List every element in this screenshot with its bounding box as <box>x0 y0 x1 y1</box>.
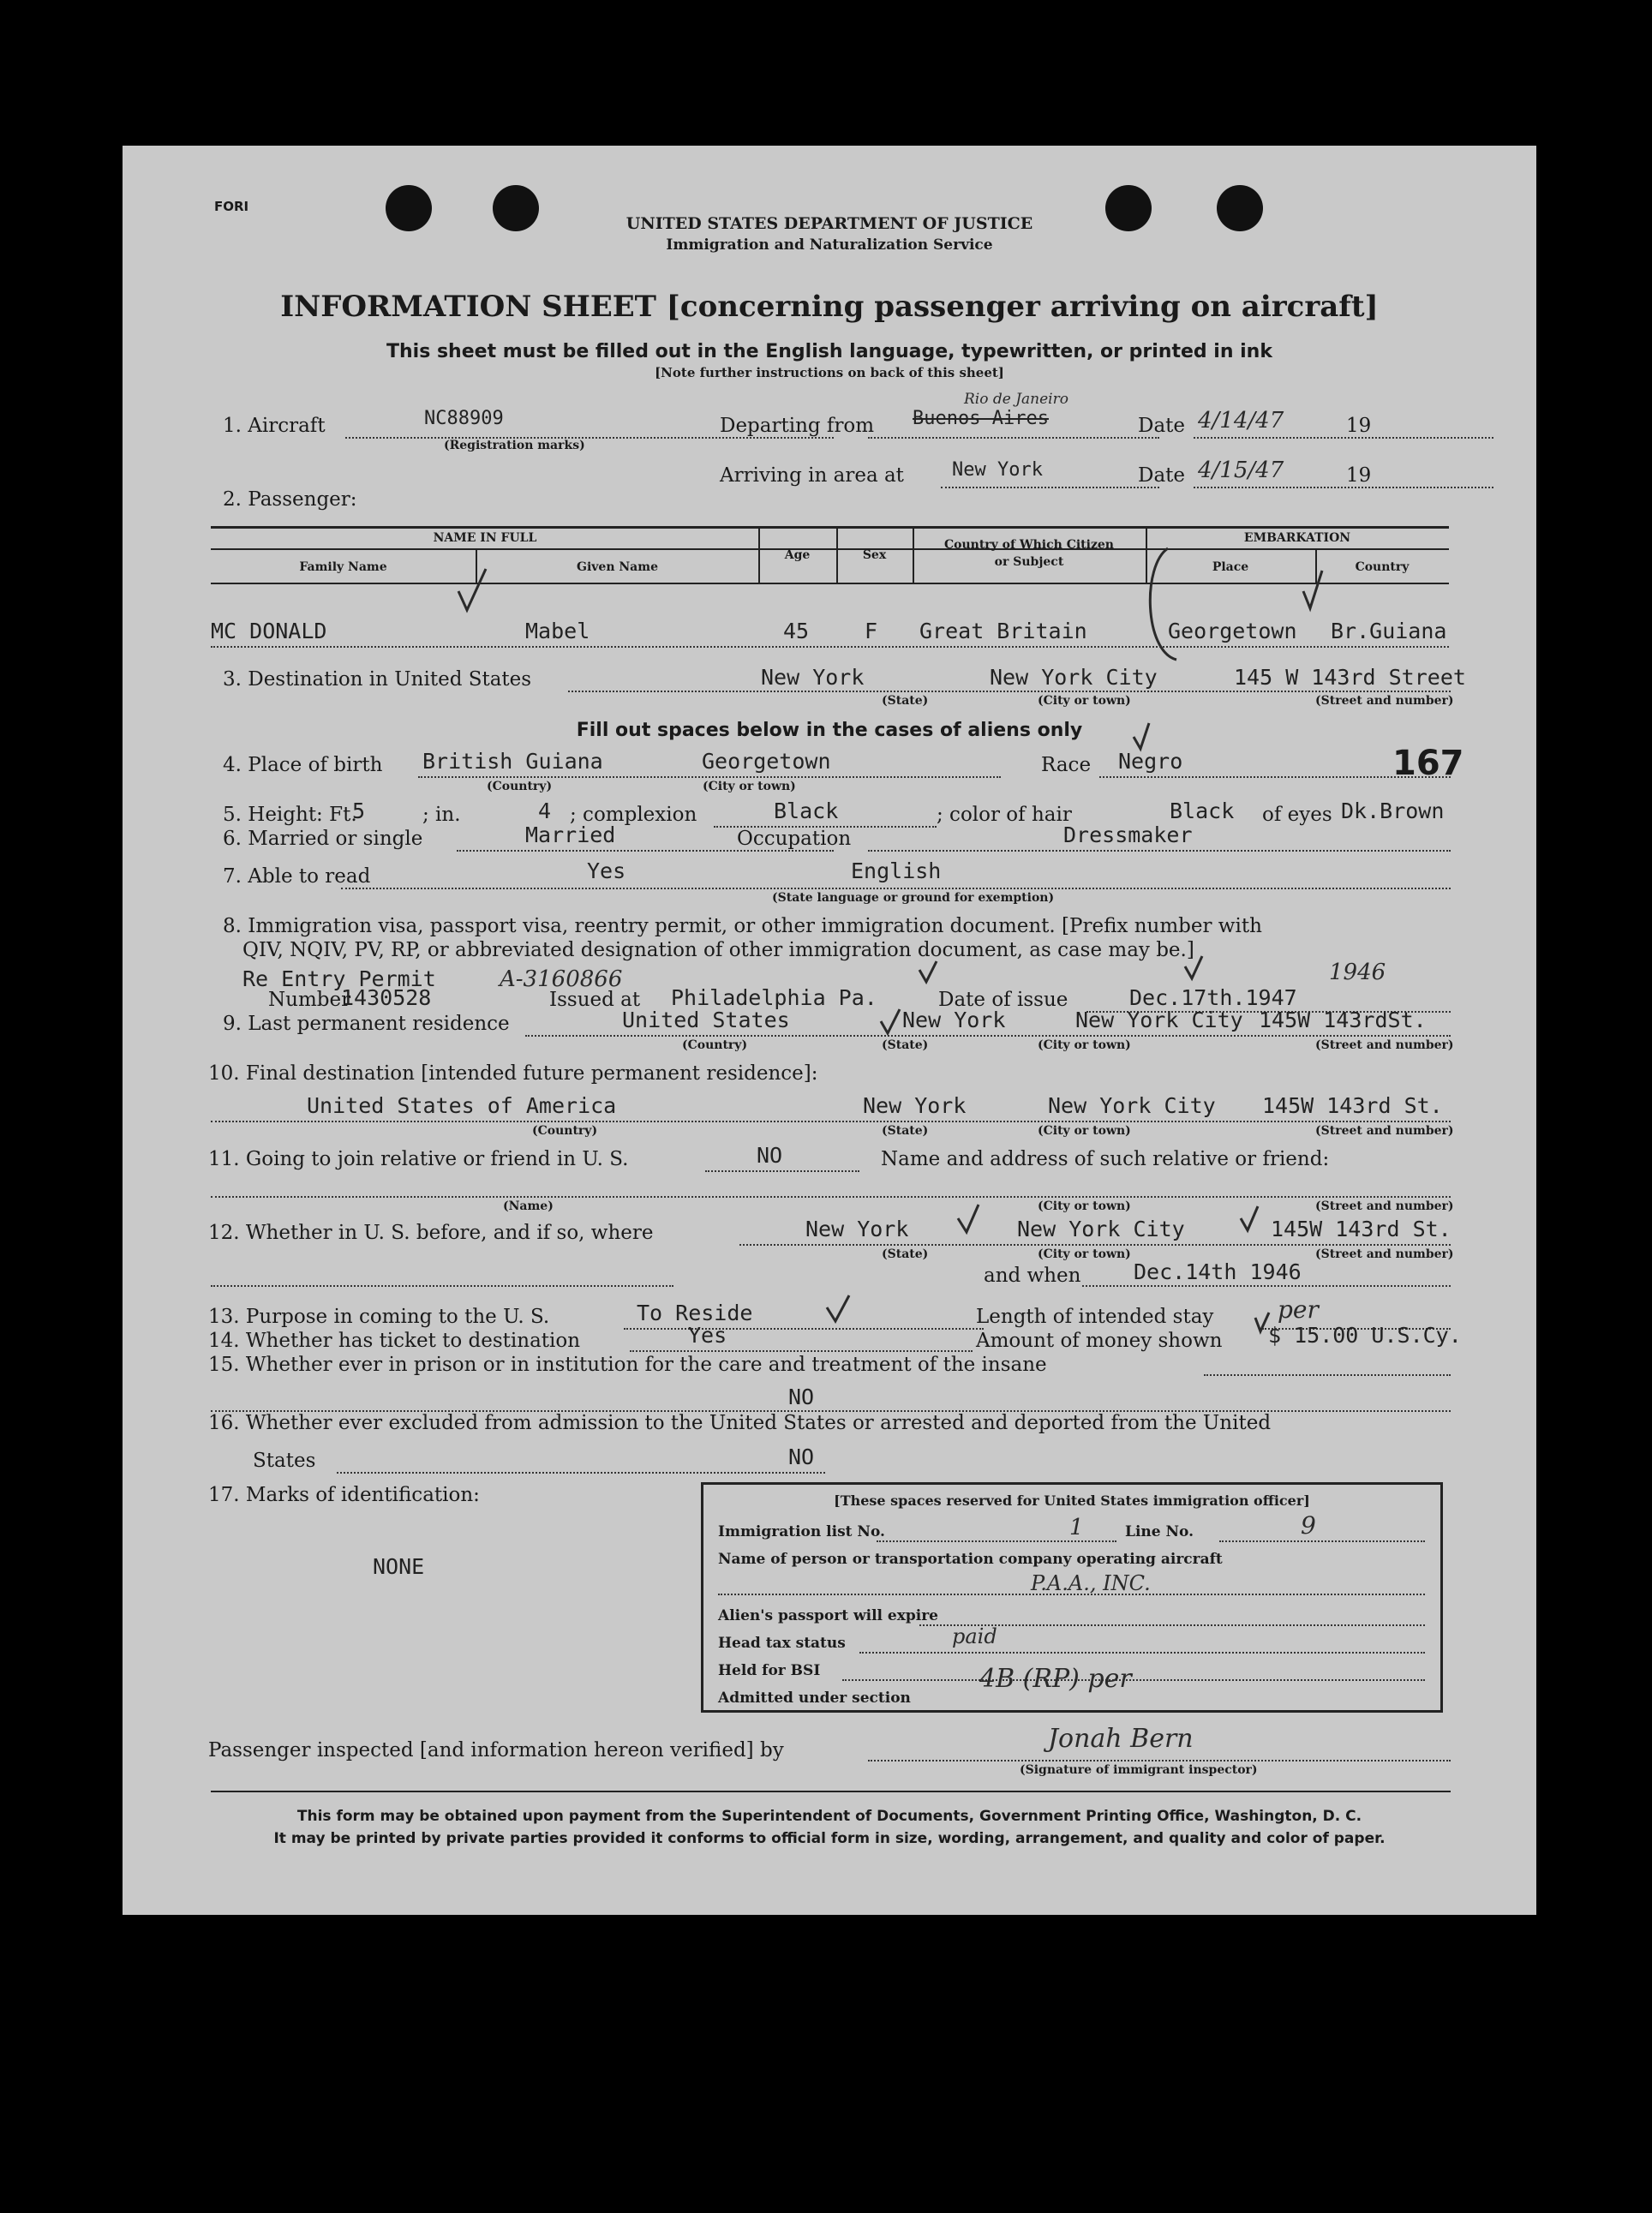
aircraft-label: 1. Aircraft <box>223 415 326 437</box>
admitted-label: Admitted under section <box>718 1690 911 1707</box>
city-caption: (City or town) <box>1038 694 1131 708</box>
inspector-signature: Jonah Bern <box>1048 1724 1194 1754</box>
departing-handwritten: Rio de Janeiro <box>964 391 1068 408</box>
visa-number: 1430528 <box>341 985 432 1010</box>
before-street: 145W 143rd St. <box>1271 1217 1451 1241</box>
admitted-section: 4B (RP) per <box>979 1664 1132 1694</box>
check-icon <box>881 1009 900 1033</box>
married-label: 6. Married or single <box>223 828 423 850</box>
place-header: Place <box>1212 560 1249 574</box>
street-caption: (Street and number) <box>1315 1038 1454 1052</box>
money-value: $ 15.00 U.S.Cy. <box>1268 1323 1462 1348</box>
final-state: New York <box>863 1093 967 1118</box>
name-in-full-header: NAME IN FULL <box>433 531 537 545</box>
final-street: 145W 143rd St. <box>1262 1093 1443 1118</box>
check-icon <box>1134 723 1149 749</box>
visa-line-2: QIV, NQIV, PV, RP, or abbreviated designation of other immigration document, as case may be.] <box>242 939 1194 961</box>
held-bsi-label: Held for BSI <box>718 1662 821 1679</box>
read-value: Yes <box>587 858 626 883</box>
final-city: New York City <box>1048 1093 1216 1118</box>
city-caption: (City or town) <box>1038 1247 1131 1261</box>
check-marks-overlay <box>123 146 1536 1915</box>
excluded-value: NO <box>788 1444 815 1469</box>
inspection-label: Passenger inspected [and information hereon verified] by <box>208 1739 784 1761</box>
destination-state: New York <box>761 665 865 690</box>
visa-handwritten-number: A-3160866 <box>500 966 623 992</box>
list-no: 1 <box>1069 1515 1084 1540</box>
date-of-issue: Dec.17th.1947 <box>1129 985 1297 1010</box>
sex-header: Sex <box>862 548 887 562</box>
registration-caption: (Registration marks) <box>444 439 585 452</box>
citizen-header-1: Country of Which Citizen <box>943 538 1114 552</box>
excluded-line-2: States <box>253 1450 316 1472</box>
excluded-line-1: 16. Whether ever excluded from admission to the United States or arrested and deported from the United <box>208 1412 1272 1434</box>
read-language: English <box>851 858 942 883</box>
check-icon <box>1303 571 1322 608</box>
operator: P.A.A., INC. <box>1031 1571 1151 1595</box>
state-caption: (State) <box>882 1038 929 1052</box>
ticket-label: 14. Whether has ticket to destination <box>208 1330 581 1352</box>
city-caption: (City or town) <box>1038 1124 1131 1138</box>
street-caption: (Street and number) <box>1315 694 1454 708</box>
state-caption: (State) <box>882 1247 929 1261</box>
before-label: 12. Whether in U. S. before, and if so, where <box>208 1222 654 1244</box>
departing-label: Departing from <box>720 415 875 437</box>
name-caption: (Name) <box>503 1199 554 1213</box>
country-caption: (Country) <box>532 1124 598 1138</box>
list-no-label: Immigration list No. <box>718 1523 885 1540</box>
visa-number-label: Number <box>268 989 351 1011</box>
aircraft-value: NC88909 <box>424 408 504 429</box>
before-city: New York City <box>1017 1217 1185 1241</box>
street-caption: (Street and number) <box>1315 1247 1454 1261</box>
check-icon <box>1255 1313 1269 1331</box>
complexion-label: ; complexion <box>570 804 697 826</box>
citizen-of: Great Britain <box>919 619 1087 643</box>
ticket-value: Yes <box>688 1323 727 1348</box>
final-destination-label: 10. Final destination [intended future permanent residence]: <box>208 1062 818 1085</box>
family-name: MC DONALD <box>211 619 327 643</box>
complexion: Black <box>774 798 839 823</box>
married-value: Married <box>525 822 616 847</box>
aliens-heading: Fill out spaces below in the cases of aliens only <box>576 720 1083 741</box>
city-caption: (City or town) <box>703 780 796 793</box>
form-number: FORI <box>214 199 249 214</box>
join-value: NO <box>757 1143 783 1168</box>
state-caption: (State) <box>882 694 929 708</box>
family-name-header: Family Name <box>299 560 387 574</box>
embarkation-country: Br.Guiana <box>1331 619 1447 643</box>
country-caption: (Country) <box>682 1038 748 1052</box>
birth-label: 4. Place of birth <box>223 754 383 776</box>
check-icon <box>958 1205 979 1232</box>
footer-line-1: This form may be obtained upon payment from the Superintendent of Documents, Government Printing Office, Washington, D. C. <box>296 1808 1362 1825</box>
check-icon <box>458 569 486 610</box>
check-icon <box>919 961 937 982</box>
when-label: and when <box>984 1265 1081 1287</box>
officer-box-heading: [These spaces reserved for United States immigration officer] <box>834 1492 1310 1509</box>
hair: Black <box>1170 798 1235 823</box>
prison-value: NO <box>788 1385 815 1409</box>
arriving-value: New York <box>952 459 1043 481</box>
destination-city: New York City <box>990 665 1158 690</box>
arrival-date-label: Date <box>1138 464 1186 487</box>
head-tax: paid <box>952 1624 997 1648</box>
street-caption: (Street and number) <box>1315 1199 1454 1213</box>
street-caption: (Street and number) <box>1315 1124 1454 1138</box>
issued-at: Philadelphia Pa. <box>671 985 877 1010</box>
hair-label: ; color of hair <box>937 804 1072 826</box>
embarkation-place: Georgetown <box>1168 619 1297 643</box>
visa-doc-type: Re Entry Permit <box>242 966 436 991</box>
read-caption: (State language or ground for exemption) <box>772 891 1055 905</box>
occupation: Dressmaker <box>1063 822 1193 847</box>
given-name-header: Given Name <box>577 560 658 574</box>
birth-country: British Guiana <box>422 749 603 774</box>
residence-label: 9. Last permanent residence <box>223 1013 510 1035</box>
check-icon <box>1241 1206 1258 1230</box>
arrival-date: 4/15/47 <box>1198 458 1284 483</box>
relative-name-address-label: Name and address of such relative or friend: <box>881 1148 1330 1170</box>
birth-city: Georgetown <box>702 749 831 774</box>
bracket-mark <box>1150 548 1176 660</box>
line-no-label: Line No. <box>1125 1523 1194 1540</box>
city-caption: (City or town) <box>1038 1038 1131 1052</box>
embarkation-header: EMBARKATION <box>1243 531 1351 545</box>
residence-street: 145W 143rdSt. <box>1259 1008 1427 1032</box>
visa-line-1: 8. Immigration visa, passport visa, reentry permit, or other immigration document. [Prefix number with <box>223 915 1262 937</box>
country-caption: (Country) <box>487 780 553 793</box>
subtitle: This sheet must be filled out in the English language, typewritten, or printed in ink <box>386 341 1272 362</box>
residence-state: New York <box>902 1008 1006 1032</box>
read-label: 7. Able to read <box>223 865 371 888</box>
state-caption: (State) <box>882 1124 929 1138</box>
instructions-note: [Note further instructions on back of this sheet] <box>655 365 1004 380</box>
signature-caption: (Signature of immigrant inspector) <box>1020 1763 1258 1777</box>
passenger-label: 2. Passenger: <box>223 488 357 511</box>
sex: F <box>865 619 878 643</box>
marks-value: NONE <box>373 1554 425 1579</box>
form-sheet <box>123 146 1536 1915</box>
race-label: Race <box>1041 754 1092 776</box>
visa-handwritten-year: 1946 <box>1329 960 1386 985</box>
given-name: Mabel <box>525 619 590 643</box>
departure-date-label: Date <box>1138 415 1186 437</box>
money-label: Amount of money shown <box>976 1330 1223 1352</box>
before-state: New York <box>805 1217 909 1241</box>
residence-city: New York City <box>1075 1008 1243 1032</box>
purpose-value: To Reside <box>637 1301 753 1325</box>
stay-label: Length of intended stay <box>976 1306 1214 1328</box>
check-icon <box>827 1295 849 1321</box>
eyes: Dk.Brown <box>1341 798 1445 823</box>
issued-at-label: Issued at <box>549 989 641 1011</box>
before-when: Dec.14th 1946 <box>1134 1259 1302 1284</box>
check-icon <box>1185 956 1202 978</box>
page-title: INFORMATION SHEET [concerning passenger arriving on aircraft] <box>280 290 1379 324</box>
department-heading: UNITED STATES DEPARTMENT OF JUSTICE <box>625 214 1033 233</box>
arrival-year: 19 <box>1346 464 1372 487</box>
height-in: 4 <box>538 798 552 823</box>
departure-date: 4/14/47 <box>1198 408 1284 434</box>
footer-line-2: It may be printed by private parties provided it conforms to official form in size, wording, arrangement, and quality and color of paper. <box>273 1830 1386 1847</box>
departing-value: Buenos Aires <box>913 408 1049 429</box>
residence-country: United States <box>622 1008 790 1032</box>
departure-year: 19 <box>1346 415 1372 437</box>
head-tax-label: Head tax status <box>718 1635 846 1652</box>
occupation-label: Occupation <box>737 828 852 850</box>
stay-value: per <box>1278 1295 1319 1324</box>
marks-label: 17. Marks of identification: <box>208 1484 480 1506</box>
operator-label: Name of person or transportation company operating aircraft <box>718 1551 1223 1568</box>
prison-label: 15. Whether ever in prison or in institution for the care and treatment of the insane <box>208 1354 1047 1376</box>
final-country: United States of America <box>307 1093 617 1118</box>
line-no: 9 <box>1301 1511 1316 1540</box>
age: 45 <box>783 619 810 643</box>
destination-street: 145 W 143rd Street <box>1234 665 1466 690</box>
purpose-label: 13. Purpose in coming to the U. S. <box>208 1306 550 1328</box>
stamped-number: 167 <box>1392 744 1464 783</box>
destination-label: 3. Destination in United States <box>223 668 532 691</box>
join-label: 11. Going to join relative or friend in U. S. <box>208 1148 629 1170</box>
height-in-label: ; in. <box>422 804 461 826</box>
date-of-issue-label: Date of issue <box>938 989 1068 1011</box>
age-header: Age <box>784 548 811 562</box>
emb-country-header: Country <box>1355 560 1410 574</box>
passport-expire-label: Alien's passport will expire <box>718 1607 938 1624</box>
arriving-label: Arriving in area at <box>720 464 904 487</box>
race: Negro <box>1118 749 1183 774</box>
height-label: 5. Height: Ft. <box>223 804 357 826</box>
service-heading: Immigration and Naturalization Service <box>666 236 993 254</box>
eyes-label: of eyes <box>1262 804 1332 826</box>
city-caption: (City or town) <box>1038 1199 1131 1213</box>
citizen-header-2: or Subject <box>994 555 1064 569</box>
height-ft: 5 <box>352 798 366 823</box>
